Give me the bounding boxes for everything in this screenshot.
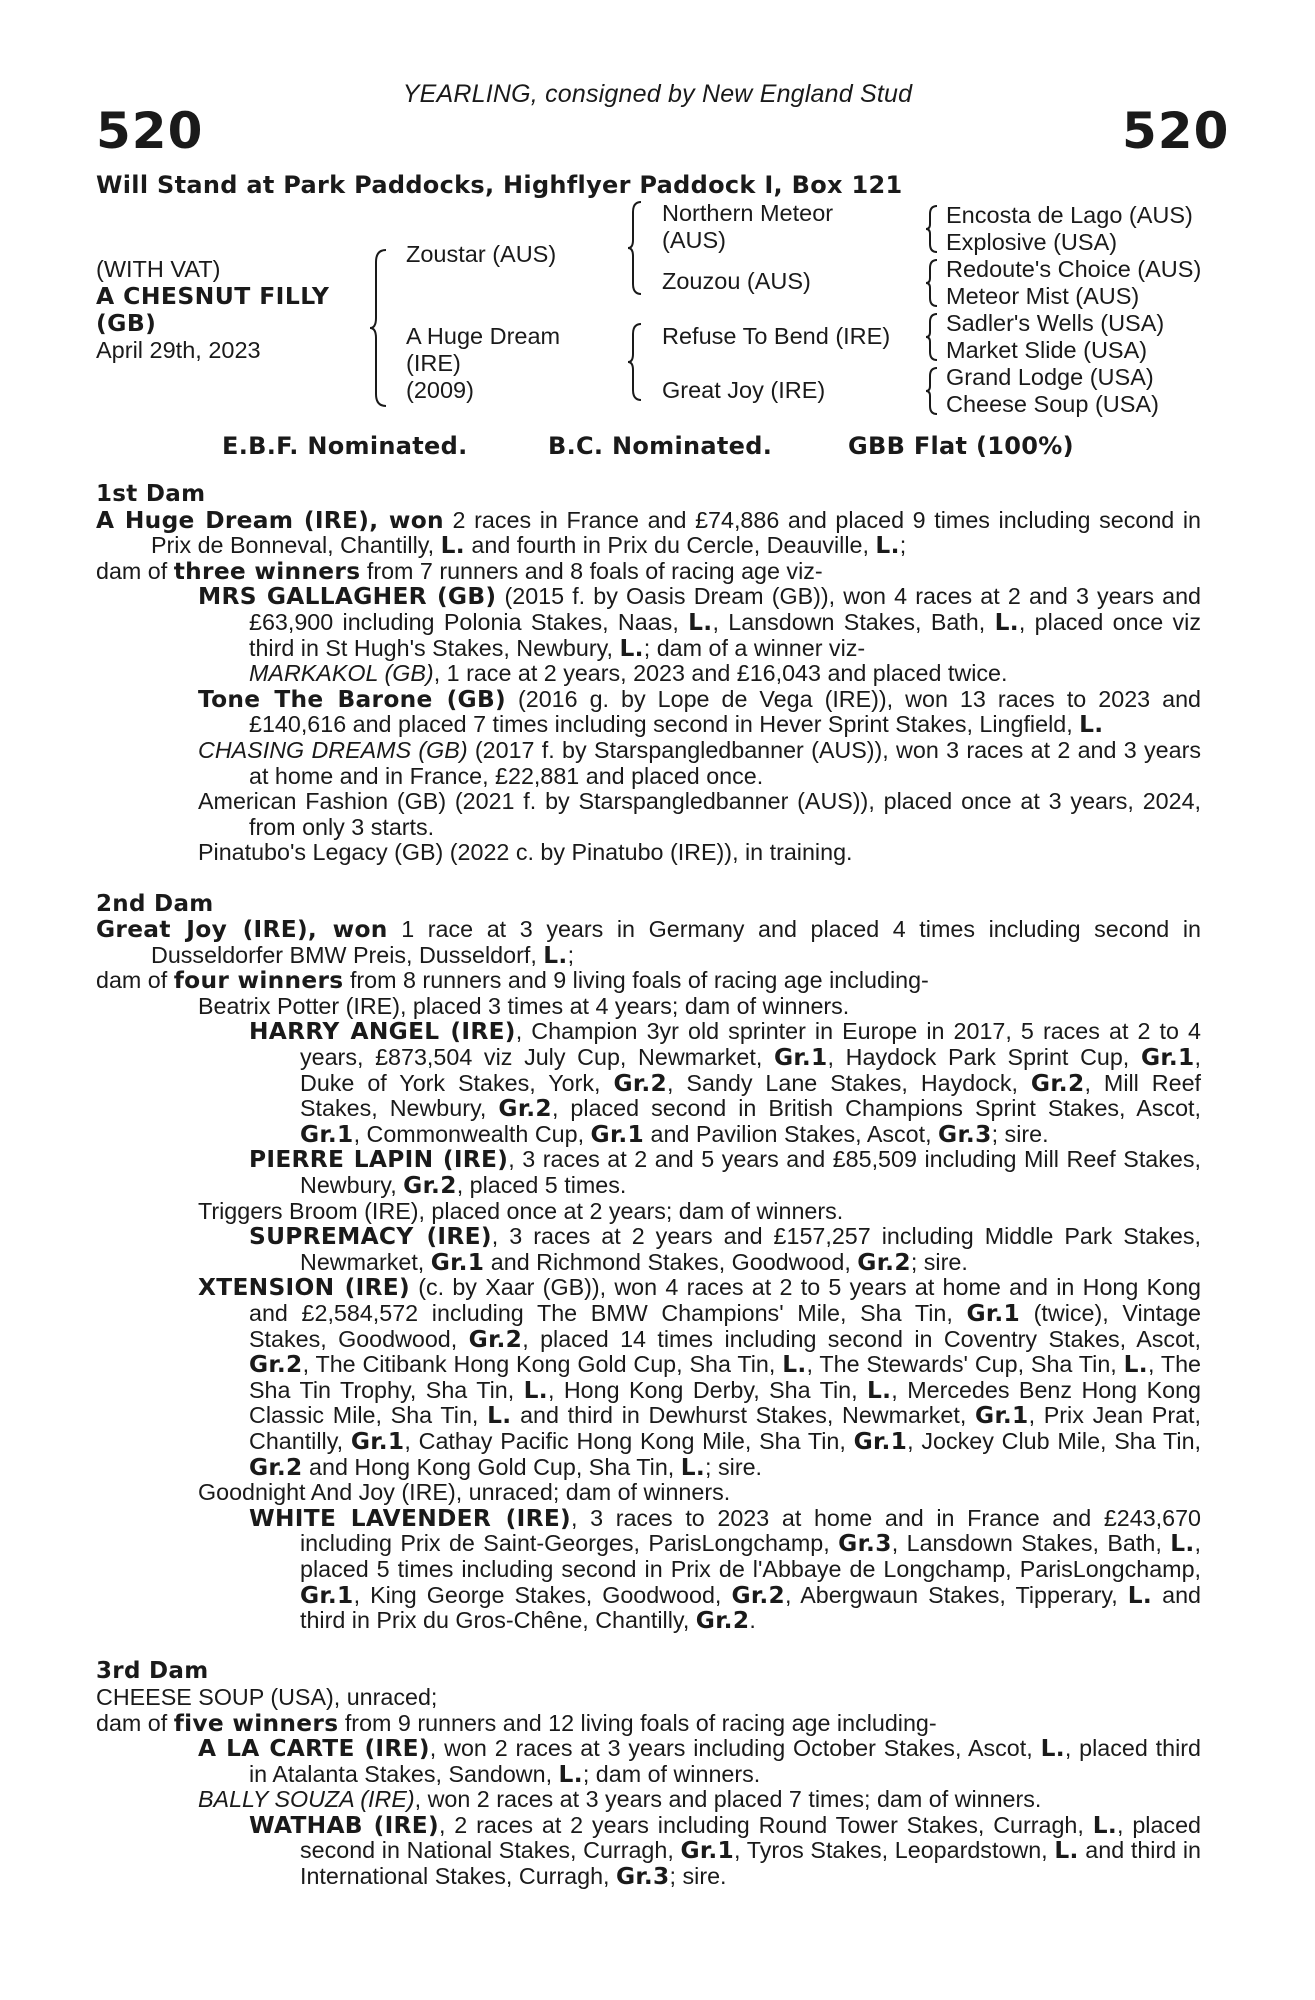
- first-dam-name: A Huge Dream (IRE), won: [96, 506, 444, 534]
- third-dam-heading: 3rd Dam: [96, 1658, 209, 1685]
- dsd-name: Market Slide (USA): [946, 337, 1148, 363]
- sds-name: Redoute's Choice (AUS): [946, 256, 1202, 282]
- dam-name: A Huge Dream: [406, 323, 561, 349]
- first-dam-record: A Huge Dream (IRE), won 2 races in France and £74,886 and placed 9 times including second in Prix de Bonneval, Chantilly, L. and fourth in Prix du Cercle, Deauville, L.;: [96, 506, 1201, 560]
- gbb-flat: GBB Flat (100%): [848, 432, 1074, 460]
- third-dam-record: CHEESE SOUP (USA), unraced;: [96, 1683, 438, 1710]
- pedigree-brace-sd: [924, 258, 940, 308]
- ddd-name: Cheese Soup (USA): [946, 391, 1159, 417]
- offspring-tone-the-barone: Tone The Barone (GB) (2016 g. by Lope de Vega (IRE)), won 13 races to 2023 and £140,616 and placed 7 times including second in Hever Sprint Stakes, Lingfield, L.: [198, 685, 1201, 739]
- lot-name: A CHESNUT FILLY: [96, 282, 330, 310]
- offspring-triggers-broom: Triggers Broom (IRE), placed once at 2 years; dam of winners.: [198, 1197, 844, 1224]
- catalogue-body: [96, 482, 1201, 1890]
- sdd-name: Meteor Mist (AUS): [946, 283, 1140, 309]
- pedigree-block: [0, 0, 1315, 440]
- sire-sire-suffix: (AUS): [662, 227, 726, 253]
- sire-dam-name: Zouzou (AUS): [662, 268, 811, 294]
- ssd-name: Explosive (USA): [946, 229, 1118, 255]
- second-dam-heading: 2nd Dam: [96, 890, 214, 917]
- pedigree-brace-ss: [924, 204, 940, 254]
- first-dam-produce-summary: dam of three winners from 7 runners and 8 foals of racing age viz-: [96, 557, 823, 585]
- offspring-goodnight-and-joy: Goodnight And Joy (IRE), unraced; dam of winners.: [198, 1479, 731, 1506]
- offspring-beatrix-potter: Beatrix Potter (IRE), placed 3 times at 4 years; dam of winners.: [198, 992, 850, 1019]
- offspring-american-fashion: American Fashion (GB) (2021 f. by Starspangledbanner (AUS)), placed once at 3 years, 2024, from only 3 starts.: [198, 788, 1201, 840]
- lot-number-right: 520: [1122, 102, 1230, 160]
- pedigree-brace-ds: [924, 312, 940, 362]
- lot-number-left: 520: [96, 102, 204, 160]
- stand-location: Will Stand at Park Paddocks, Highflyer Paddock I, Box 121: [96, 171, 903, 199]
- sss-name: Encosta de Lago (AUS): [946, 202, 1193, 228]
- offspring-a-la-carte: A LA CARTE (IRE), won 2 races at 3 years including October Stakes, Ascot, L., placed third in Atalanta Stakes, Sandown, L.; dam of winners.: [198, 1735, 1201, 1788]
- lot-name-suffix: (GB): [96, 309, 157, 337]
- dam-foaled: (2009): [406, 377, 474, 403]
- offspring-supremacy: SUPREMACY (IRE), 3 races at 2 years and £157,257 including Middle Park Stakes, Newmarket, Gr.1 and Richmond Stakes, Goodwood, Gr.2; sire.: [249, 1223, 1201, 1276]
- offspring-mrs-gallagher: MRS GALLAGHER (GB) (2015 f. by Oasis Dream (GB)), won 4 races at 2 and 3 years and £63,900 including Polonia Stakes, Naas, L., Lansdown Stakes, Bath, L., placed once viz third in St Hugh's Stakes, Newbury, L.; dam of a winner viz-: [198, 583, 1202, 662]
- pedigree-brace-gen1: [368, 248, 390, 408]
- pedigree-brace-dd: [924, 366, 940, 416]
- offspring-bally-souza: BALLY SOUZA (IRE), won 2 races at 3 years and placed 7 times; dam of winners.: [198, 1786, 1042, 1813]
- second-dam-record: Great Joy (IRE), won 1 race at 3 years in Germany and placed 4 times including second in Dusseldorfer BMW Preis, Dusseldorf, L.;: [96, 916, 1201, 969]
- dss-name: Sadler's Wells (USA): [946, 310, 1165, 336]
- offspring-markakol: MARKAKOL (GB), 1 race at 2 years, 2023 and £16,043 and placed twice.: [249, 660, 1008, 687]
- dam-sire-name: Refuse To Bend (IRE): [662, 323, 891, 349]
- dam-dam-name: Great Joy (IRE): [662, 377, 826, 403]
- ebf-nomination: E.B.F. Nominated.: [222, 432, 468, 460]
- second-dam-produce-summary: dam of four winners from 8 runners and 9 living foals of racing age including-: [96, 967, 929, 995]
- pedigree-brace-sire: [626, 200, 644, 296]
- vat-label: (WITH VAT): [96, 256, 221, 282]
- offspring-white-lavender: WHITE LAVENDER (IRE), 3 races to 2023 at home and in France and £243,670 including Prix de Saint-Georges, ParisLongchamp, Gr.3, Lansdown Stakes, Bath, L., placed 5 times including second in Prix de l'Abbaye de Longchamp, ParisLongchamp, Gr.1, King George Stakes, Goodwood, Gr.2, Abergwaun Stakes, Tipperary, L. and third in Prix du Gros-Chêne, Chantilly, Gr.2.: [249, 1504, 1202, 1635]
- first-dam-heading: 1st Dam: [96, 481, 206, 507]
- pedigree-brace-dam: [626, 322, 644, 402]
- foaling-date: April 29th, 2023: [96, 337, 261, 363]
- offspring-wathab: WATHAB (IRE), 2 races at 2 years including Round Tower Stakes, Curragh, L., placed second in National Stakes, Curragh, Gr.1, Tyros Stakes, Leopardstown, L. and third in International Stakes, Curragh, Gr.3; sire.: [249, 1811, 1201, 1891]
- consignor-subtitle: YEARLING, consigned by New England Stud: [402, 80, 913, 108]
- sire-name: Zoustar (AUS): [406, 241, 557, 267]
- offspring-harry-angel: HARRY ANGEL (IRE), Champion 3yr old sprinter in Europe in 2017, 5 races at 2 to 4 years, £873,504 viz July Cup, Newmarket, Gr.1, Haydock Park Sprint Cup, Gr.1, Duke of York Stakes, York, Gr.2, Sandy Lane Stakes, Haydock, Gr.2, Mill Reef Stakes, Newbury, Gr.2, placed second in British Champions Sprint Stakes, Ascot, Gr.1, Commonwealth Cup, Gr.1 and Pavilion Stakes, Ascot, Gr.3; sire.: [249, 1018, 1202, 1148]
- dds-name: Grand Lodge (USA): [946, 364, 1154, 390]
- sire-sire-name: Northern Meteor: [662, 200, 834, 226]
- dam-suffix: (IRE): [406, 350, 461, 376]
- third-dam-produce-summary: dam of five winners from 9 runners and 12 living foals of racing age including-: [96, 1709, 937, 1737]
- offspring-chasing-dreams: CHASING DREAMS (GB) (2017 f. by Starspangledbanner (AUS)), won 3 races at 2 and 3 years at home and in France, £22,881 and placed once.: [198, 736, 1202, 789]
- offspring-xtension: XTENSION (IRE) (c. by Xaar (GB)), won 4 races at 2 to 5 years at home and in Hong Kong and £2,584,572 including The BMW Champions' Mile, Sha Tin, Gr.1 (twice), Vintage Stakes, Goodwood, Gr.2, placed 14 times including second in Coventry Stakes, Ascot, Gr.2, The Citibank Hong Kong Gold Cup, Sha Tin, L., The Stewards' Cup, Sha Tin, L., The Sha Tin Trophy, Sha Tin, L., Hong Kong Derby, Sha Tin, L., Mercedes Benz Hong Kong Classic Mile, Sha Tin, L. and third in Dewhurst Stakes, Newmarket, Gr.1, Prix Jean Prat, Chantilly, Gr.1, Cathay Pacific Hong Kong Mile, Sha Tin, Gr.1, Jockey Club Mile, Sha Tin, Gr.2 and Hong Kong Gold Cup, Sha Tin, L.; sire.: [198, 1274, 1202, 1481]
- offspring-pinatubos-legacy: Pinatubo's Legacy (GB) (2022 c. by Pinatubo (IRE)), in training.: [198, 839, 853, 866]
- offspring-pierre-lapin: PIERRE LAPIN (IRE), 3 races at 2 and 5 years and £85,509 including Mill Reef Stakes, Newbury, Gr.2, placed 5 times.: [249, 1146, 1201, 1200]
- bc-nomination: B.C. Nominated.: [548, 432, 773, 460]
